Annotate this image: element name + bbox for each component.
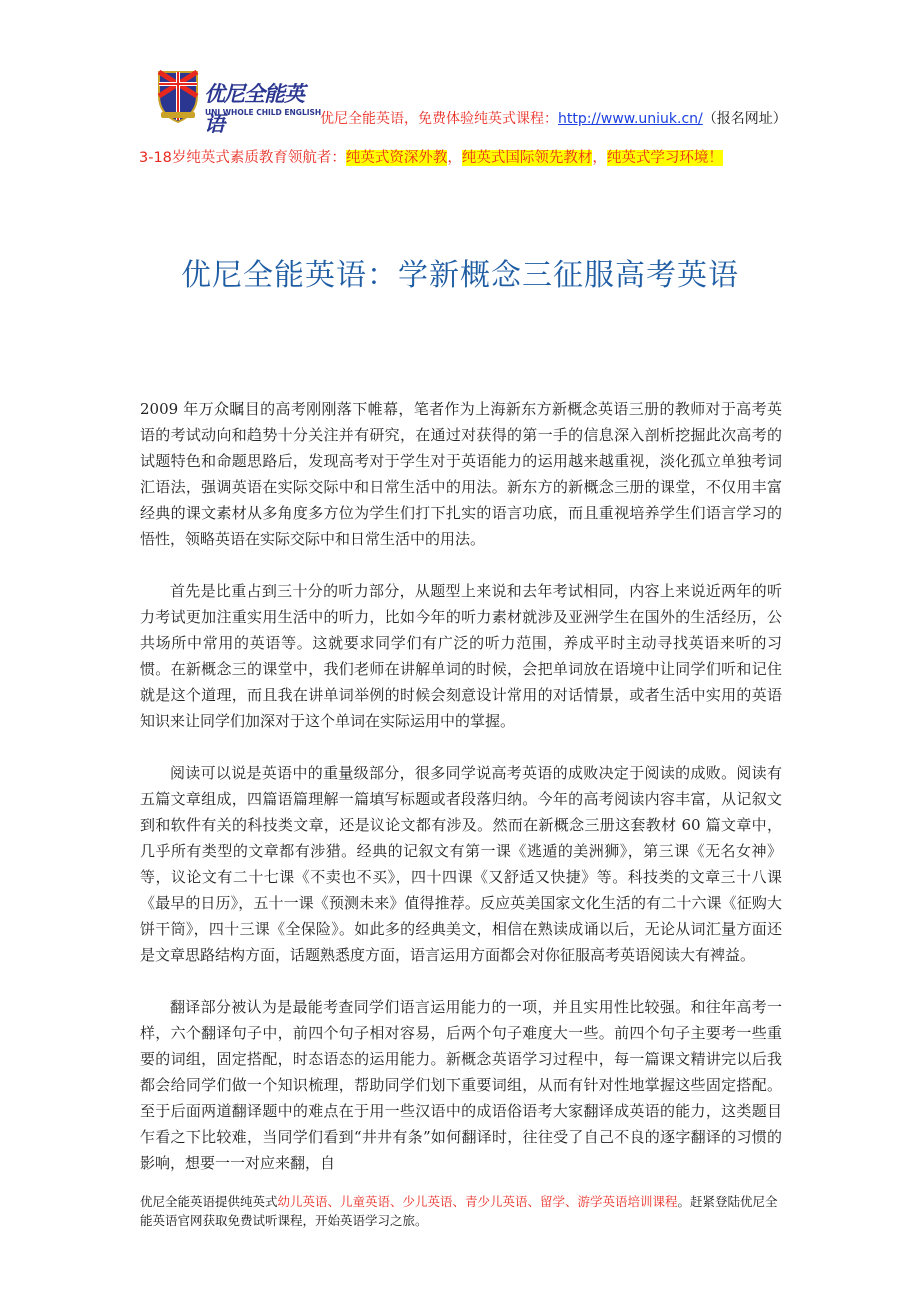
article-title: 优尼全能英语：学新概念三征服高考英语 — [181, 258, 739, 293]
paragraph-translation: 翻译部分被认为是最能考查同学们语言运用能力的一项，并且实用性比较强。和往年高考一样，六个翻译句子中，前四个句子相对容易，后两个句子难度大一些。前四个句子主要考一些重要的词组，固定搭配，时态语态的运用能力。新概念英语学习过程中，每一篇课文精讲完以后我都会给同学们做一个知识梳理，帮助同学们划下重要词组，从而有针对性地掌握这些固定搭配。至于后面两道翻译题中的难点在于用一些汉语中的成语俗语考大家翻译成英语的能力，这类题目乍看之下比较难，当同学们看到“井井有条”如何翻译时，往往受了自己不良的逐字翻译的习惯的影响，想要一一对应来翻，自 — [140, 998, 782, 1172]
slogan-separator: ， — [592, 150, 607, 166]
promo-text: 优尼全能英语，免费体验纯英式课程： — [320, 111, 558, 127]
footer-suffix: 。赶紧登陆优尼全能英语官网获取免费试听课程，开始英语学习之旅。 — [140, 1194, 778, 1228]
footer-courses-link[interactable]: 幼儿英语、儿童英语、少儿英语、青少儿英语、留学、游学英语培训课程 — [277, 1194, 678, 1209]
page-header — [0, 0, 920, 175]
slogan-line — [139, 146, 723, 167]
slogan-lead: 3-18岁纯英式素质教育领航者： — [139, 150, 346, 166]
shield-icon — [155, 66, 201, 124]
brand-logo — [155, 66, 322, 136]
promo-line — [320, 108, 787, 128]
paragraph-reading: 阅读可以说是英语中的重量级部分，很多同学说高考英语的成败决定于阅读的成败。阅读有五篇文章组成，四篇语篇理解一篇填写标题或者段落归纳。今年的高考阅读内容丰富，从记叙文到和软件有关的科技类文章，还是议论文都有涉及。然而在新概念三册这套教材 60 篇文章中，几乎所有类型的文章都有涉猎。经典的记叙文有第一课《逃遁的美洲狮》，第三课《无名女神》等，议论文有二十七课《不卖也不买》，四十四课《又舒适又快捷》等。科技类的文章三十八课《最早的日历》，五十一课《预测未来》值得推荐。反应英美国家文化生活的有二十六课《征购大饼干筒》，四十三课《全保险》。如此多的经典美文，相信在熟读成诵以后，无论从词汇量方面还是文章思路结构方面，话题熟悉度方面，语言运用方面都会对你征服高考英语阅读大有裨益。 — [140, 764, 782, 964]
brand-name: 优尼全能英语 — [204, 82, 304, 136]
article-body — [140, 396, 782, 1202]
slogan-item-materials: 纯英式国际领先教材 — [461, 150, 593, 166]
link-suffix: （报名网址） — [702, 111, 787, 127]
slogan-item-environment: 纯英式学习环境！ — [606, 150, 723, 166]
slogan-separator: ， — [447, 150, 462, 166]
slogan-item-teachers: 纯英式资深外教 — [345, 150, 448, 166]
page-footer — [140, 1192, 790, 1230]
brand-subtitle: UNI WHOLE CHILD ENGLISH — [205, 108, 322, 117]
signup-link[interactable]: http://www.uniuk.cn/ — [558, 111, 703, 127]
paragraph-listening: 首先是比重占到三十分的听力部分，从题型上来说和去年考试相同，内容上来说近两年的听力考试更加注重实用生活中的听力，比如今年的听力素材就涉及亚洲学生在国外的生活经历，公共场所中常用的英语等。这就要求同学们有广泛的听力范围，养成平时主动寻找英语来听的习惯。在新概念三的课堂中，我们老师在讲解单词的时候，会把单词放在语境中让同学们听和记住就是这个道理，而且我在讲单词举例的时候会刻意设计常用的对话情景，或者生活中实用的英语知识来让同学们加深对于这个单词在实际运用中的掌握。 — [140, 582, 782, 730]
footer-prefix: 优尼全能英语提供纯英式 — [140, 1194, 278, 1209]
paragraph-intro: 2009 年万众瞩目的高考刚刚落下帷幕，笔者作为上海新东方新概念英语三册的教师对于高考英语的考试动向和趋势十分关注并有研究，在通过对获得的第一手的信息深入剖析挖掘此次高考的试题特色和命题思路后，发现高考对于学生对于英语能力的运用越来越重视，淡化孤立单独考词汇语法，强调英语在实际交际中和日常生活中的用法。新东方的新概念三册的课堂，不仅用丰富经典的课文素材从多角度多方位为学生们打下扎实的语言功底，而且重视培养学生们语言学习的悟性，领略英语在实际交际中和日常生活中的用法。 — [140, 400, 782, 548]
